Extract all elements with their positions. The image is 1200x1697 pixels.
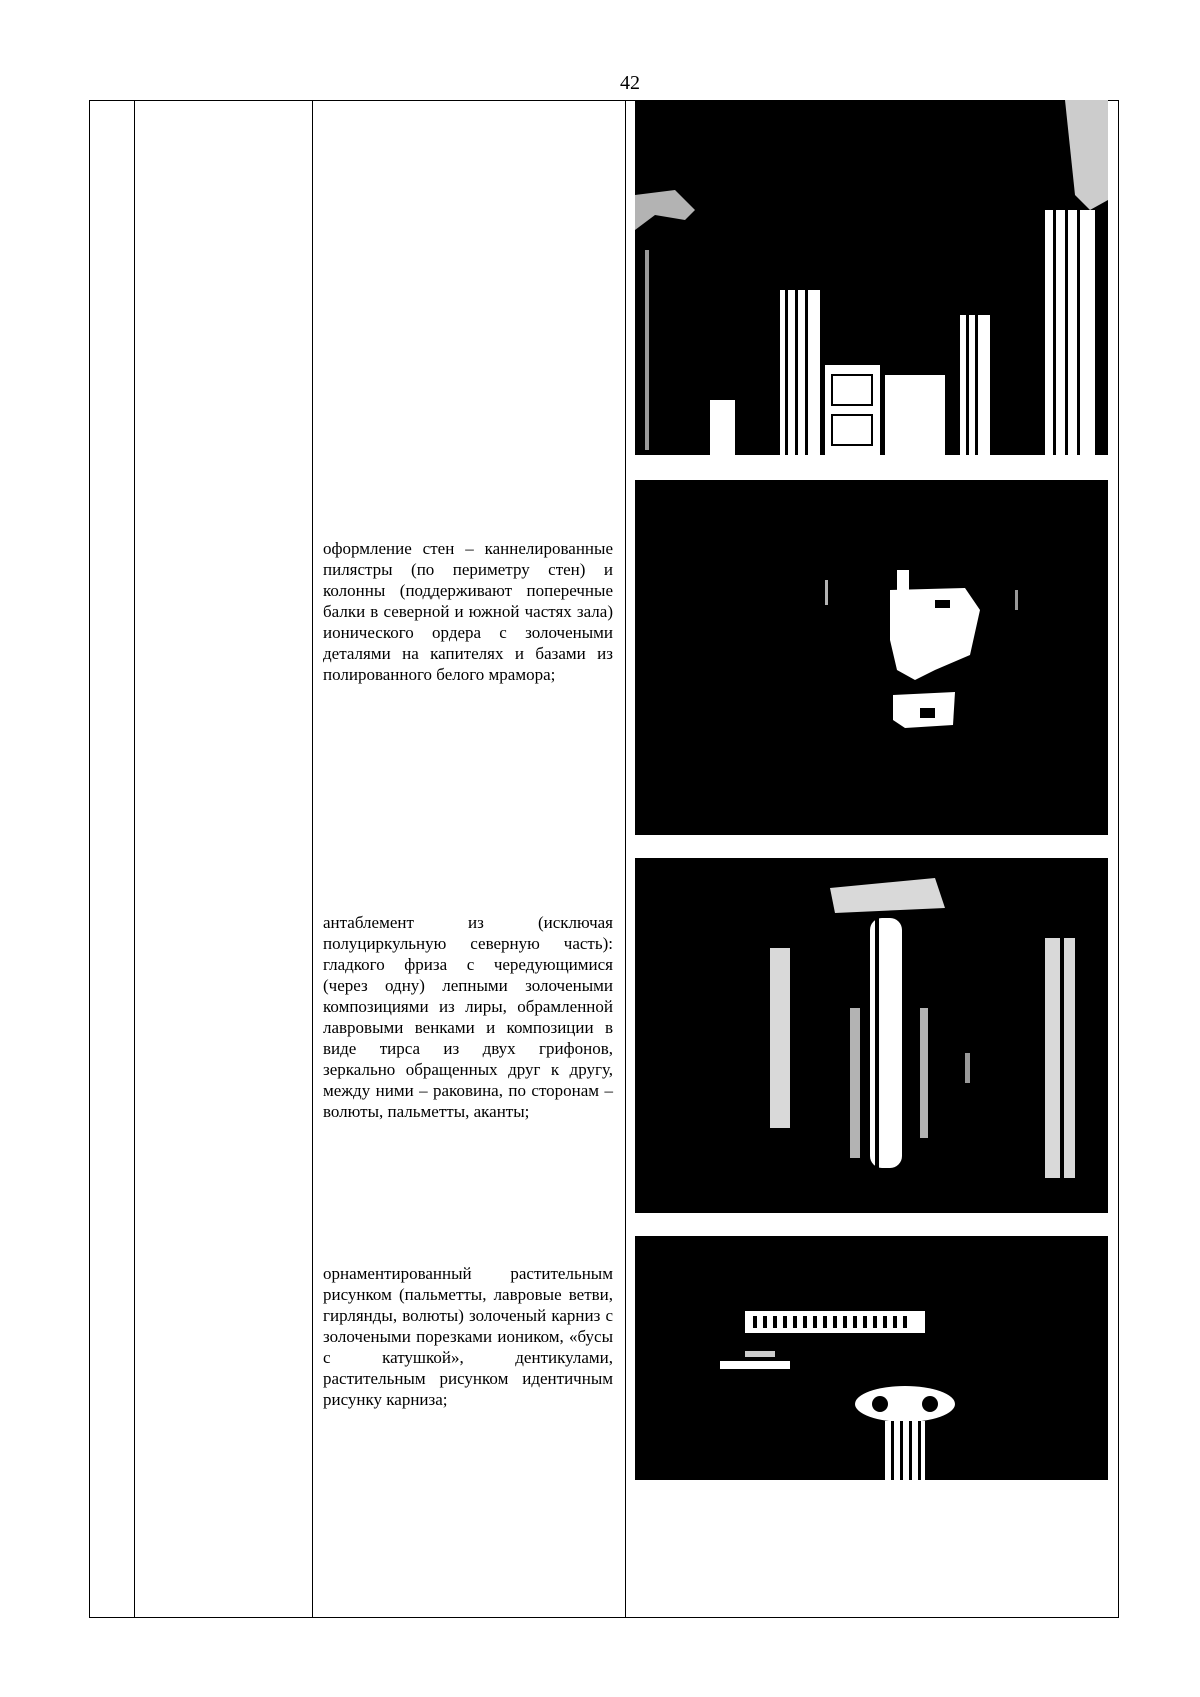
photo-hall-columns [635,100,1108,455]
page-number: 42 [620,72,640,94]
description-walls: оформление стен – каннелированные пилястры (по периметру стен) и колонны (поддерживают поперечные балки в северной и южной частях зала) ионического ордера с золочеными деталями на капителях и базами из полированного белого мрамора; [323,539,613,684]
photo-frieze-pilasters [635,858,1108,1213]
photo-capital-detail [635,480,1108,835]
table-column-divider [312,101,313,1617]
description-entablature: антаблемент из (исключая полуциркульную северную часть): гладкого фриза с чередующимися (через одну) лепными золочеными композициями из лиры, обрамленной лавровыми венками и композиции в виде тирса из двух грифонов, зеркально обращенных друг к другу, между ними – раковина, по сторонам – волюты, пальметты, аканты; [323,913,613,1121]
table-column-divider [134,101,135,1617]
photo-cornice-capital [635,1236,1108,1480]
description-cornice: орнаментированный растительным рисунком (пальметты, лавровые ветви, гирлянды, волюты) золоченый карниз с золочеными порезками иоником, «бусы с катушкой», дентикулами, растительным рисунком идентичным рисунку карниза; [323,1264,613,1409]
table-column-divider [625,101,626,1617]
